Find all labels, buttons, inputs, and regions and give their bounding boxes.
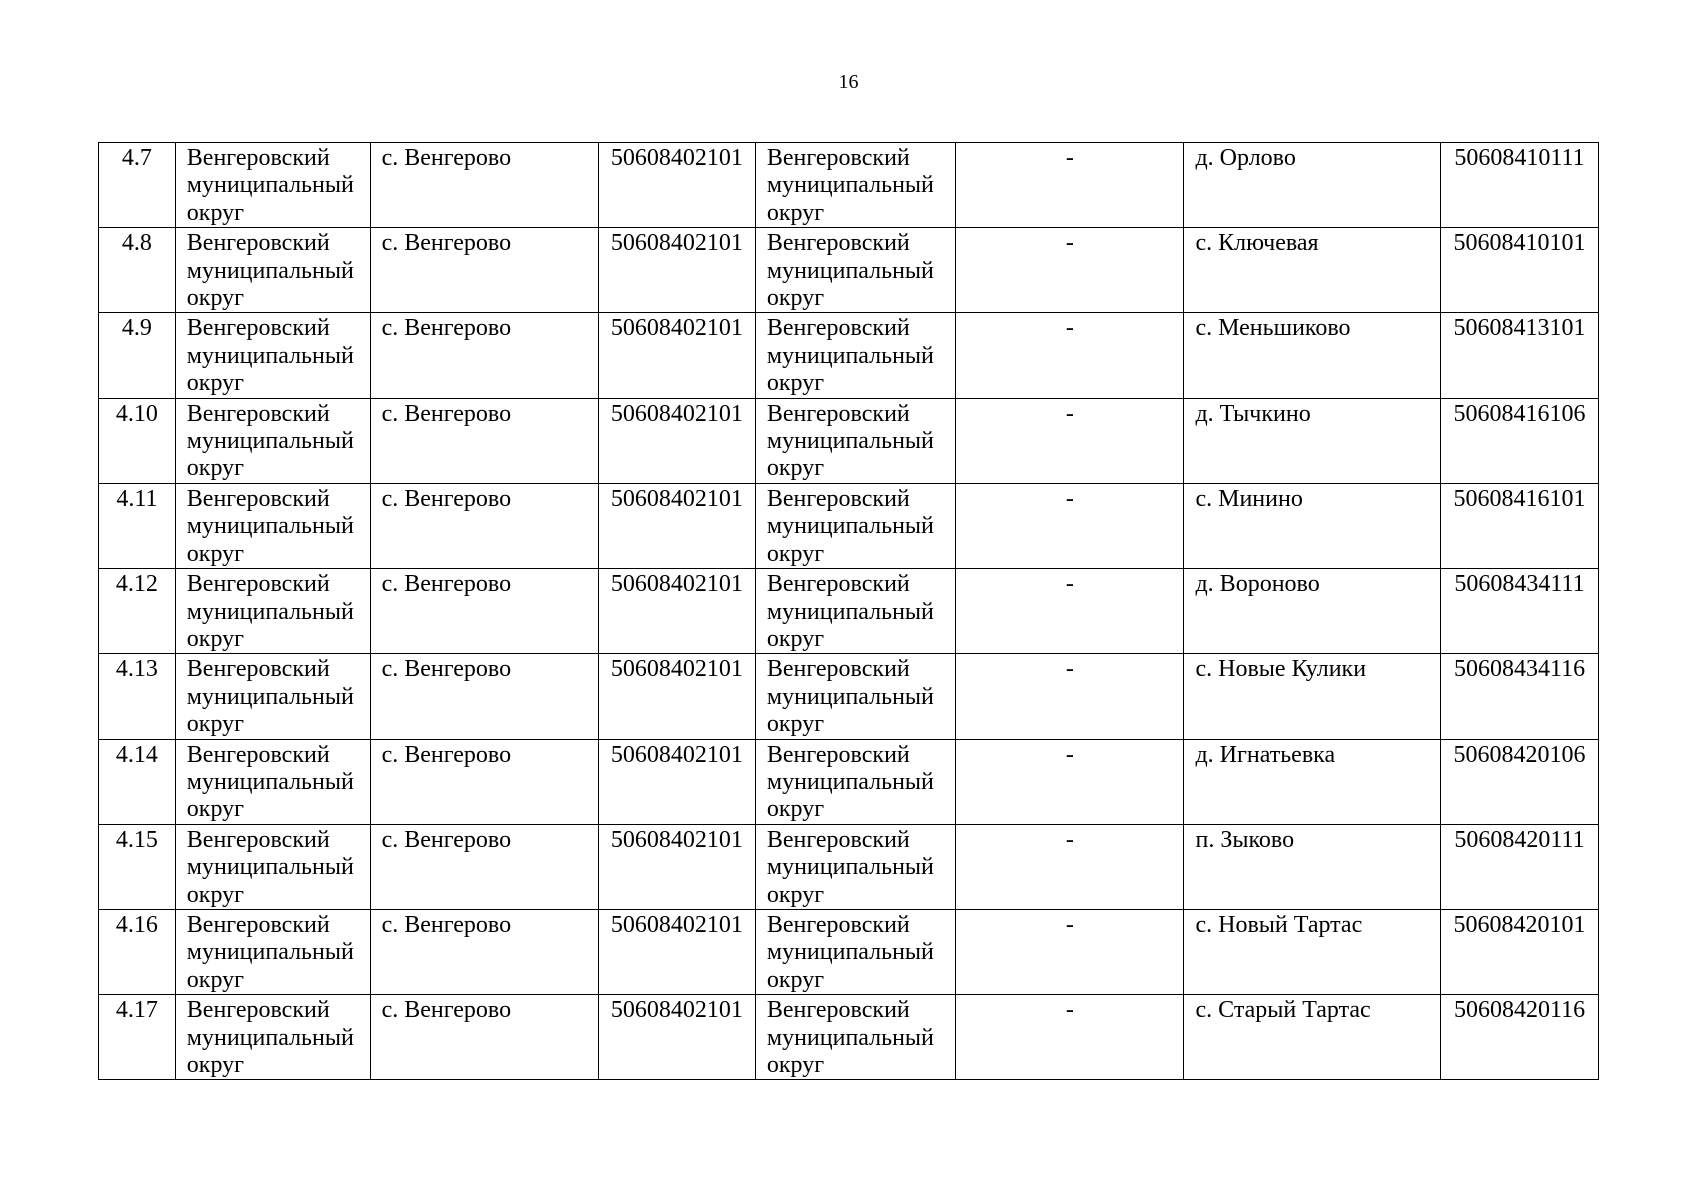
cell-center-code: 50608402101 (598, 995, 755, 1080)
cell-dash: - (956, 909, 1184, 994)
cell-center-settlement: с. Венгерово (370, 569, 598, 654)
cell-municipality-secondary: Венгеровский муниципальный округ (755, 313, 955, 398)
cell-settlement-code: 50608416106 (1440, 398, 1598, 483)
table-row (99, 143, 1599, 228)
cell-settlement-code: 50608413101 (1440, 313, 1598, 398)
cell-settlement: п. Зыково (1184, 824, 1441, 909)
table-row (99, 909, 1599, 994)
cell-municipality: Венгеровский муниципальный округ (175, 228, 370, 313)
cell-settlement: д. Тычкино (1184, 398, 1441, 483)
table-row (99, 654, 1599, 739)
cell-dash: - (956, 313, 1184, 398)
cell-center-code: 50608402101 (598, 569, 755, 654)
cell-row-number: 4.14 (99, 739, 176, 824)
cell-center-settlement: с. Венгерово (370, 739, 598, 824)
cell-municipality: Венгеровский муниципальный округ (175, 313, 370, 398)
cell-municipality: Венгеровский муниципальный округ (175, 483, 370, 568)
cell-settlement-code: 50608420106 (1440, 739, 1598, 824)
cell-row-number: 4.12 (99, 569, 176, 654)
cell-settlement: д. Орлово (1184, 143, 1441, 228)
cell-center-code: 50608402101 (598, 654, 755, 739)
cell-center-settlement: с. Венгерово (370, 995, 598, 1080)
cell-dash: - (956, 483, 1184, 568)
cell-row-number: 4.15 (99, 824, 176, 909)
table-row (99, 739, 1599, 824)
cell-dash: - (956, 654, 1184, 739)
cell-municipality-secondary: Венгеровский муниципальный округ (755, 228, 955, 313)
cell-municipality-secondary: Венгеровский муниципальный округ (755, 909, 955, 994)
cell-center-code: 50608402101 (598, 143, 755, 228)
cell-row-number: 4.13 (99, 654, 176, 739)
cell-dash: - (956, 143, 1184, 228)
cell-center-code: 50608402101 (598, 824, 755, 909)
cell-center-settlement: с. Венгерово (370, 909, 598, 994)
cell-center-settlement: с. Венгерово (370, 398, 598, 483)
cell-municipality-secondary: Венгеровский муниципальный округ (755, 569, 955, 654)
cell-dash: - (956, 569, 1184, 654)
cell-row-number: 4.10 (99, 398, 176, 483)
cell-settlement: с. Новый Тартас (1184, 909, 1441, 994)
cell-municipality-secondary: Венгеровский муниципальный округ (755, 398, 955, 483)
cell-settlement-code: 50608434116 (1440, 654, 1598, 739)
cell-dash: - (956, 995, 1184, 1080)
cell-center-settlement: с. Венгерово (370, 313, 598, 398)
cell-row-number: 4.9 (99, 313, 176, 398)
cell-municipality: Венгеровский муниципальный округ (175, 824, 370, 909)
cell-settlement: д. Игнатьевка (1184, 739, 1441, 824)
cell-municipality: Венгеровский муниципальный округ (175, 569, 370, 654)
cell-municipality-secondary: Венгеровский муниципальный округ (755, 824, 955, 909)
cell-center-code: 50608402101 (598, 483, 755, 568)
table-row (99, 228, 1599, 313)
cell-settlement: с. Старый Тартас (1184, 995, 1441, 1080)
table-row (99, 995, 1599, 1080)
cell-settlement-code: 50608420116 (1440, 995, 1598, 1080)
cell-municipality: Венгеровский муниципальный округ (175, 909, 370, 994)
cell-center-settlement: с. Венгерово (370, 143, 598, 228)
cell-settlement-code: 50608410111 (1440, 143, 1598, 228)
cell-settlement-code: 50608416101 (1440, 483, 1598, 568)
table-body (99, 143, 1599, 1080)
cell-center-code: 50608402101 (598, 228, 755, 313)
settlements-table (98, 142, 1599, 1080)
cell-municipality: Венгеровский муниципальный округ (175, 143, 370, 228)
cell-center-code: 50608402101 (598, 313, 755, 398)
cell-dash: - (956, 228, 1184, 313)
cell-settlement: с. Меньшиково (1184, 313, 1441, 398)
table-row (99, 483, 1599, 568)
cell-row-number: 4.17 (99, 995, 176, 1080)
cell-center-settlement: с. Венгерово (370, 824, 598, 909)
cell-center-settlement: с. Венгерово (370, 654, 598, 739)
cell-municipality-secondary: Венгеровский муниципальный округ (755, 654, 955, 739)
table-row (99, 313, 1599, 398)
cell-row-number: 4.11 (99, 483, 176, 568)
cell-municipality: Венгеровский муниципальный округ (175, 654, 370, 739)
cell-settlement: с. Новые Кулики (1184, 654, 1441, 739)
cell-row-number: 4.7 (99, 143, 176, 228)
cell-settlement: д. Вороново (1184, 569, 1441, 654)
cell-municipality-secondary: Венгеровский муниципальный округ (755, 995, 955, 1080)
cell-settlement: с. Минино (1184, 483, 1441, 568)
cell-row-number: 4.8 (99, 228, 176, 313)
cell-settlement-code: 50608434111 (1440, 569, 1598, 654)
cell-municipality: Венгеровский муниципальный округ (175, 398, 370, 483)
cell-dash: - (956, 824, 1184, 909)
table-row (99, 569, 1599, 654)
cell-settlement-code: 50608420101 (1440, 909, 1598, 994)
cell-municipality: Венгеровский муниципальный округ (175, 739, 370, 824)
cell-settlement-code: 50608420111 (1440, 824, 1598, 909)
cell-municipality-secondary: Венгеровский муниципальный округ (755, 739, 955, 824)
cell-dash: - (956, 398, 1184, 483)
cell-center-code: 50608402101 (598, 398, 755, 483)
cell-center-code: 50608402101 (598, 739, 755, 824)
cell-center-code: 50608402101 (598, 909, 755, 994)
page-number: 16 (838, 71, 859, 93)
table-row (99, 824, 1599, 909)
table-row (99, 398, 1599, 483)
cell-settlement-code: 50608410101 (1440, 228, 1598, 313)
cell-center-settlement: с. Венгерово (370, 483, 598, 568)
cell-dash: - (956, 739, 1184, 824)
cell-settlement: с. Ключевая (1184, 228, 1441, 313)
cell-center-settlement: с. Венгерово (370, 228, 598, 313)
cell-municipality-secondary: Венгеровский муниципальный округ (755, 143, 955, 228)
cell-municipality: Венгеровский муниципальный округ (175, 995, 370, 1080)
cell-municipality-secondary: Венгеровский муниципальный округ (755, 483, 955, 568)
cell-row-number: 4.16 (99, 909, 176, 994)
